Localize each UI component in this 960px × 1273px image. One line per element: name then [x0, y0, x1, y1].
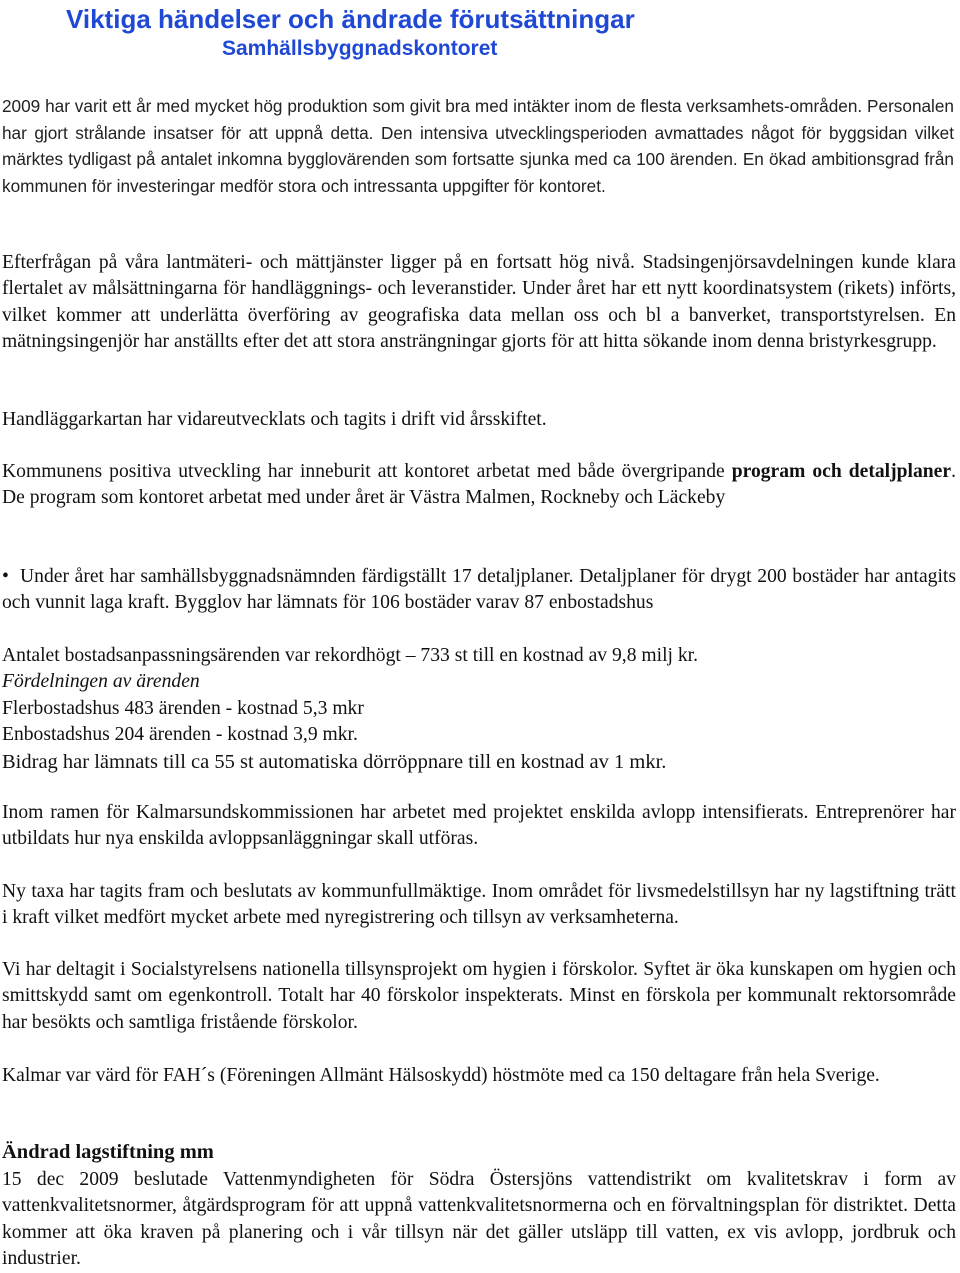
bullet-item-text: Under året har samhällsbyggnadsnämnden färdigställt 17 detaljplaner. Detaljplaner för drygt 200 bostäder har antagits och vunnit laga kraft. Bygglov har lämnats för 106 bostäder varav 87 enbostadshus	[2, 566, 956, 614]
document-title: Viktiga händelser och ändrade förutsättningar	[66, 4, 635, 34]
bullet-icon: •	[2, 566, 9, 587]
housing-line-multi: Flerbostadshus 483 ärenden - kostnad 5,3 mkr	[2, 697, 364, 719]
paragraph-taxa: Ny taxa har tagits fram och beslutats av kommunfullmäktige. Inom området för livsmedelstillsyn har ny lagstiftning trätt i kraft vilket medfört mycket arbete med nyregistrering och tillsyn av verksamheterna.	[2, 881, 956, 929]
housing-line-total: Antalet bostadsanpassningsärenden var rekordhögt – 733 st till en kostnad av 9,8 milj kr.	[2, 645, 698, 666]
paragraph-housing-adaptation	[2, 643, 956, 775]
paragraph-hygiene: Vi har deltagit i Socialstyrelsens nationella tillsynsprojekt om hygien i förskolor. Syftet är öka kunskapen om hygien och smittskydd samt om egenkontroll. Totalt har 40 förskolor inspekterats. Minst en förskola per kommunalt rektorsområde har besökts och samtliga fristående förskolor.	[2, 959, 956, 1033]
paragraph-production-part1: 2009 har varit ett år med mycket hög produktion som givit bra med intäkter inom de flesta verksamhets-områden. Personalen har gjort strålande insatser för att uppnå detta.	[2, 96, 954, 143]
paragraph-surveying: Efterfrågan på våra lantmäteri- och mättjänster ligger på en fortsatt hög nivå. Stadsingenjörsavdelningen kunde klara flertalet av målsättningarna för handläggnings- och leveranstider. Under året har ett nytt koordinatsystem (rikets) införts, vilket kommer att underlätta överföring av geografiska data mellan oss och bl a banverket, transportstyrelsen. En mätningsingenjör har anställts efter det att stora ansträngningar gjorts för att hitta sökande inom denna bristyrkesgrupp.	[2, 252, 956, 353]
paragraph-legislation: 15 dec 2009 beslutade Vattenmyndigheten för Södra Östersjöns vattendistrikt om kvalitetskrav i form av vattenkvalitetsnormer, åtgärdsprogram för att uppnå vattenkvalitetsnormerna och en förvaltningsplan för distriktet. Detta kommer att öka kraven på planering och i vår tillsyn när det gäller utsläpp till vatten, ex vis avlopp, jordbruk och industrier.	[2, 1169, 956, 1270]
paragraph-production-part2: Den intensiva utvecklingsperioden avmattades något för byggsidan vilket märktes tydligast på antalet inkomna bygglovärenden som fortsatte sjunka med ca 100 ärenden.	[2, 122, 954, 170]
paragraph-planning-text-end: . De program som kontoret arbetat med under året är Västra Malmen, Rockneby och Läckeby	[2, 461, 956, 509]
housing-line-single: Enbostadshus 204 ärenden - kostnad 3,9 mkr.	[2, 724, 358, 746]
document-subtitle: Samhällsbyggnadskontoret	[222, 37, 498, 60]
paragraph-production-part3: En ökad ambitionsgrad från kommunen för investeringar medför stora och intressanta uppgifter för kontoret.	[2, 149, 954, 196]
paragraph-fah: Kalmar var värd för FAH´s (Föreningen Allmänt Hälsoskydd) höstmöte med ca 150 deltagare från hela Sverige.	[2, 1065, 880, 1086]
housing-line-distribution: Fördelningen av ärenden	[2, 671, 200, 693]
section-heading-legislation: Ändrad lagstiftning mm	[2, 1141, 214, 1163]
paragraph-planning-text: Kommunens positiva utveckling har inneburit att kontoret arbetat med både övergripande	[2, 461, 732, 482]
paragraph-production	[2, 93, 954, 199]
paragraph-planning-bold: program och detaljplaner	[731, 461, 952, 482]
housing-line-doors: Bidrag har lämnats till ca 55 st automatiska dörröppnare till en kostnad av 1 mkr.	[2, 750, 667, 773]
bullet-item-detail-plans	[2, 564, 956, 617]
paragraph-sewage: Inom ramen för Kalmarsundskommissionen har arbetet med projektet enskilda avlopp intensifierats. Entreprenörer har utbildats hur nya enskilda avloppsanläggningar skall utföras.	[2, 802, 956, 850]
paragraph-planning	[2, 459, 956, 512]
paragraph-map: Handläggarkartan har vidareutvecklats och tagits i drift vid årsskiftet.	[2, 409, 547, 430]
